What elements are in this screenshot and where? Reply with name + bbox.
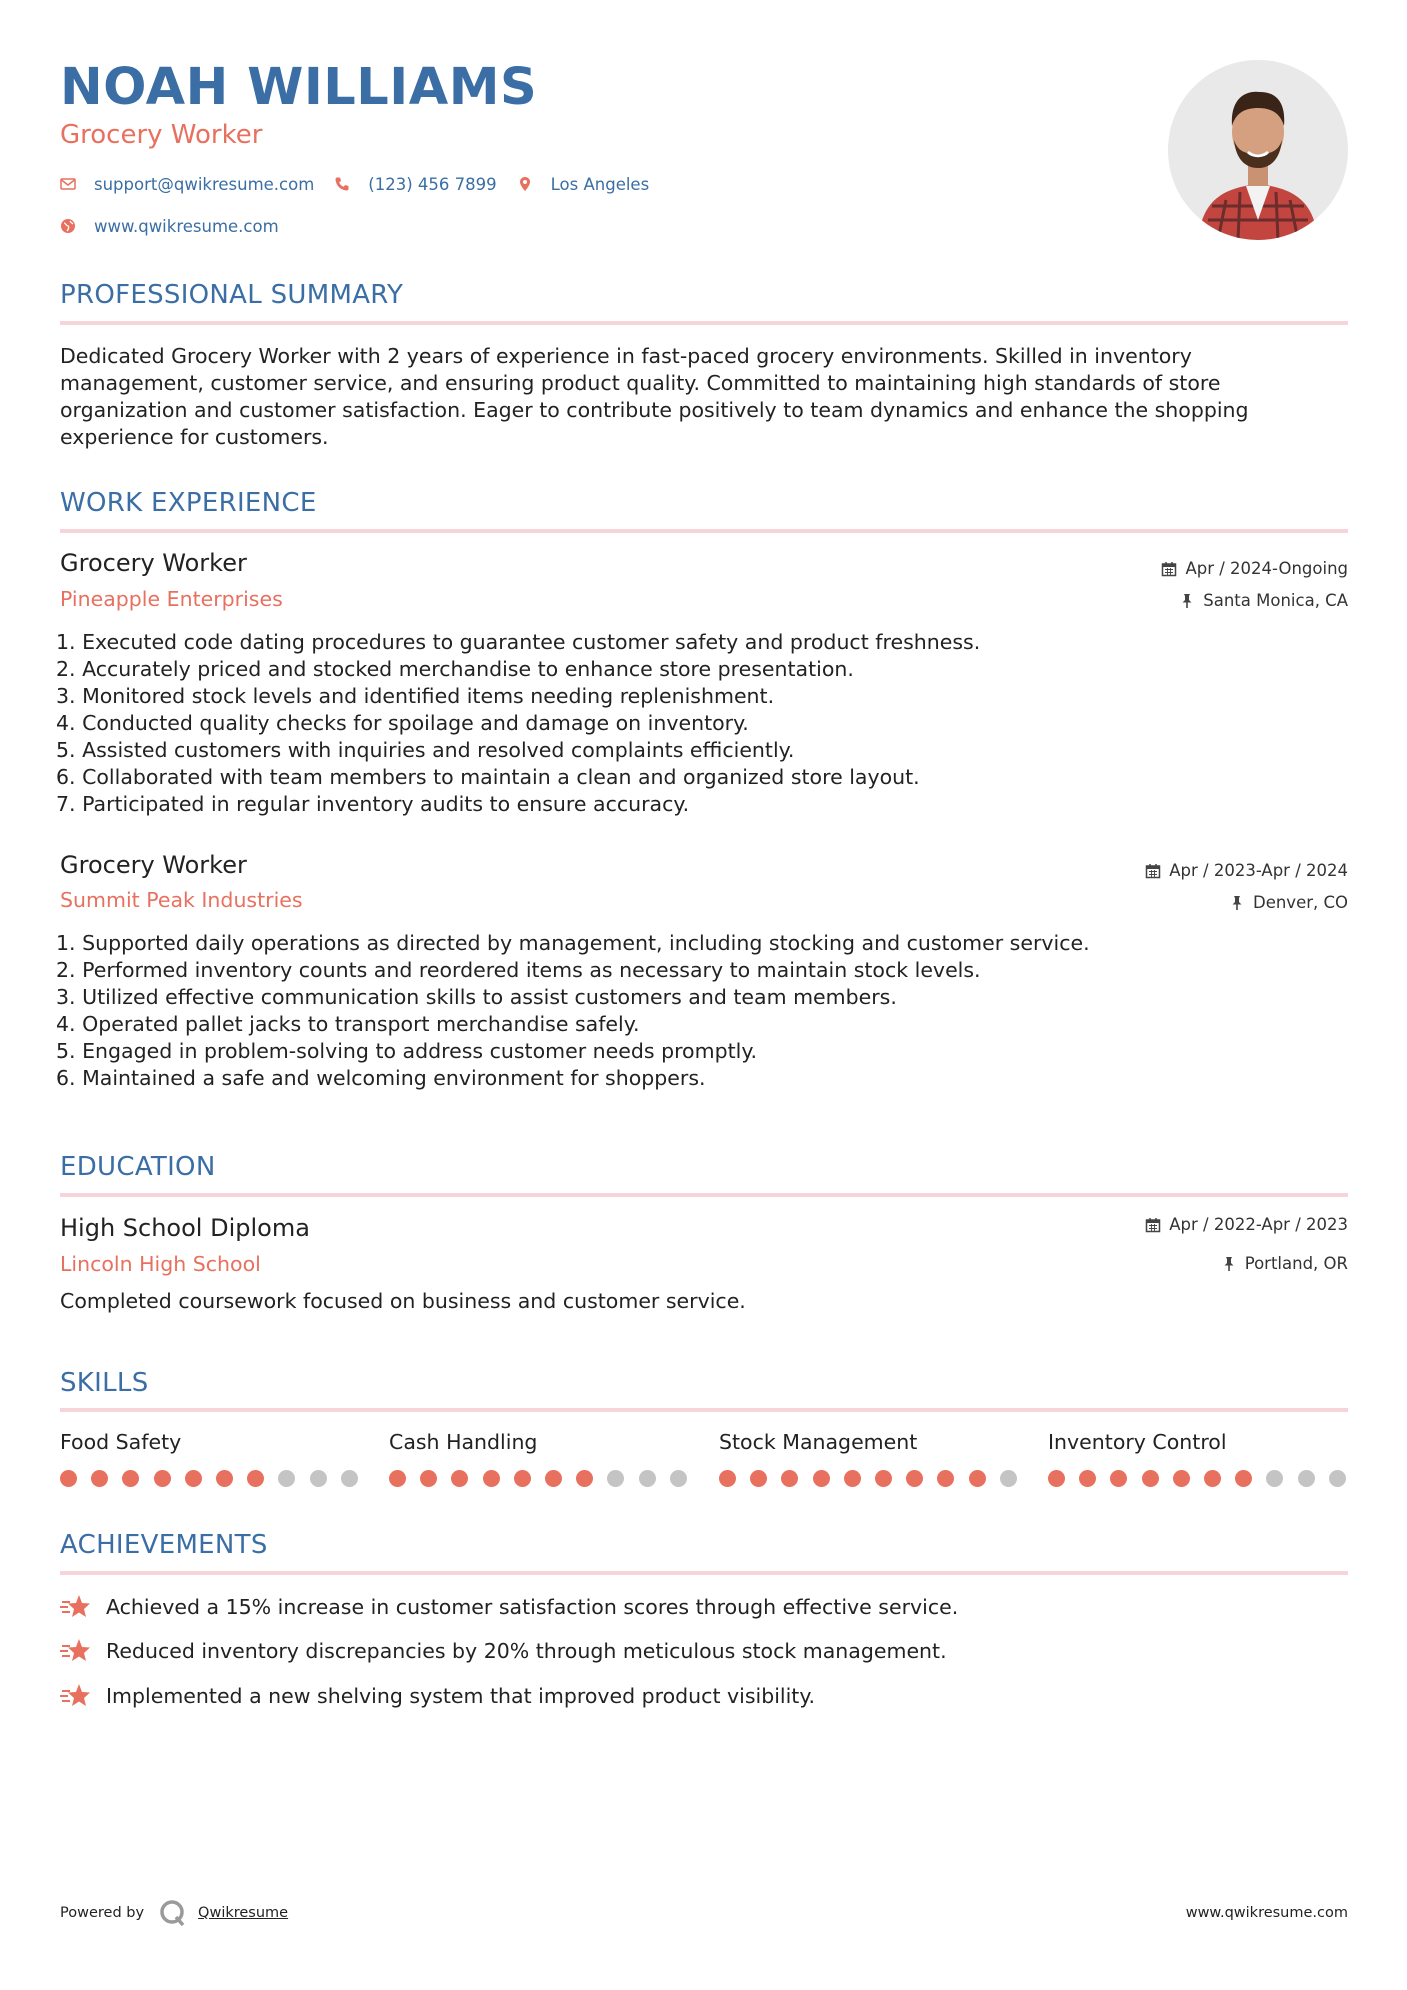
- calendar-icon: [1145, 863, 1161, 879]
- skill-name: Food Safety: [60, 1430, 182, 1454]
- calendar-icon: [1161, 561, 1177, 577]
- skill-dot-empty: [1329, 1470, 1346, 1487]
- candidate-name: NOAH WILLIAMS: [60, 58, 538, 117]
- skill-dot-filled: [1235, 1470, 1252, 1487]
- globe-icon: [60, 218, 76, 234]
- achievement-item: [60, 1682, 815, 1710]
- skill-rating: [1048, 1470, 1348, 1488]
- degree-title: High School Diploma: [60, 1214, 310, 1242]
- skill-dot-filled: [719, 1470, 736, 1487]
- skill-dot-filled: [1048, 1470, 1065, 1487]
- skill-dot-filled: [154, 1470, 171, 1487]
- education-dates: [1145, 1215, 1348, 1234]
- job-location-text: Denver, CO: [1252, 893, 1348, 912]
- skill-dot-filled: [122, 1470, 139, 1487]
- summary-line: management, customer service, and ensuring product quality. Committed to maintaining high standards of store: [60, 371, 1221, 395]
- summary-line: organization and customer satisfaction. Eager to contribute positively to team dynamics and enhance the shopping: [60, 398, 1249, 422]
- job-bullets: [56, 629, 980, 818]
- list-item: 1. Supported daily operations as directed by management, including stocking and customer service.: [56, 931, 1090, 955]
- skills-heading: SKILLS: [60, 1368, 149, 1398]
- achievements-divider: [60, 1571, 1348, 1575]
- education-location: [1221, 1254, 1348, 1273]
- skill-rating: [389, 1470, 689, 1488]
- job-location: [1229, 893, 1348, 912]
- achievement-text: Achieved a 15% increase in customer satisfaction scores through effective service.: [106, 1595, 959, 1619]
- achievement-text: Implemented a new shelving system that improved product visibility.: [106, 1684, 816, 1708]
- contact-row: [60, 172, 669, 196]
- avatar: [1168, 60, 1348, 240]
- skill-dot-empty: [670, 1470, 687, 1487]
- list-item: 2. Performed inventory counts and reordered items as necessary to maintain stock levels.: [56, 958, 981, 982]
- list-item: 2. Accurately priced and stocked merchandise to enhance store presentation.: [56, 657, 854, 681]
- skill-dot-empty: [341, 1470, 358, 1487]
- location-text: Los Angeles: [550, 174, 650, 194]
- job-dates-text: Apr / 2024-Ongoing: [1185, 559, 1348, 578]
- candidate-title: Grocery Worker: [60, 120, 263, 150]
- list-item: 3. Monitored stock levels and identified items needing replenishment.: [56, 684, 775, 708]
- job-role: Grocery Worker: [60, 549, 247, 577]
- job-company: Summit Peak Industries: [60, 888, 303, 912]
- skill-dot-filled: [576, 1470, 593, 1487]
- skill-dot-filled: [216, 1470, 233, 1487]
- skill-dot-filled: [185, 1470, 202, 1487]
- job-dates: [1145, 861, 1348, 880]
- skill-dot-filled: [389, 1470, 406, 1487]
- job-role: Grocery Worker: [60, 851, 247, 879]
- summary-line: Dedicated Grocery Worker with 2 years of experience in fast-paced grocery environments. Skilled in inventory: [60, 344, 1192, 368]
- summary-divider: [60, 321, 1348, 325]
- skill-dot-filled: [875, 1470, 892, 1487]
- skill-name: Inventory Control: [1048, 1430, 1227, 1454]
- summary-line: experience for customers.: [60, 425, 329, 449]
- skill-dot-filled: [750, 1470, 767, 1487]
- skill-dot-filled: [60, 1470, 77, 1487]
- skill-item: [719, 1430, 1019, 1458]
- star-award-icon: [60, 1682, 92, 1710]
- summary-heading: PROFESSIONAL SUMMARY: [60, 280, 404, 310]
- achievement-text: Reduced inventory discrepancies by 20% through meticulous stock management.: [106, 1639, 947, 1663]
- job-dates: [1161, 559, 1348, 578]
- skill-dot-filled: [514, 1470, 531, 1487]
- skill-dot-empty: [639, 1470, 656, 1487]
- list-item: 4. Operated pallet jacks to transport merchandise safely.: [56, 1012, 640, 1036]
- email-icon: [60, 176, 76, 192]
- job-bullets: [56, 930, 1090, 1092]
- skill-dot-filled: [1110, 1470, 1127, 1487]
- skill-rating: [719, 1470, 1019, 1488]
- achievements-heading: ACHIEVEMENTS: [60, 1530, 268, 1560]
- school-name: Lincoln High School: [60, 1252, 261, 1276]
- list-item: 7. Participated in regular inventory audits to ensure accuracy.: [56, 792, 690, 816]
- skill-dot-filled: [937, 1470, 954, 1487]
- job-location: [1179, 591, 1348, 610]
- education-description: Completed coursework focused on business and customer service.: [60, 1289, 746, 1313]
- skill-dot-filled: [483, 1470, 500, 1487]
- skill-dot-filled: [781, 1470, 798, 1487]
- education-divider: [60, 1193, 1348, 1197]
- education-location-text: Portland, OR: [1244, 1254, 1348, 1273]
- footer-website[interactable]: www.qwikresume.com: [1185, 1905, 1348, 1921]
- list-item: 6. Maintained a safe and welcoming environment for shoppers.: [56, 1066, 706, 1090]
- location-pin-icon: [517, 176, 533, 192]
- website-row: [60, 214, 299, 238]
- skill-dot-filled: [969, 1470, 986, 1487]
- education-heading: EDUCATION: [60, 1152, 216, 1182]
- skill-dot-filled: [844, 1470, 861, 1487]
- calendar-icon: [1145, 1217, 1161, 1233]
- skill-dot-filled: [451, 1470, 468, 1487]
- skill-dot-filled: [1173, 1470, 1190, 1487]
- experience-heading: WORK EXPERIENCE: [60, 488, 317, 518]
- profile-photo: [1168, 60, 1348, 240]
- skills-divider: [60, 1408, 1348, 1412]
- phone-number[interactable]: (123) 456 7899: [368, 174, 497, 194]
- list-item: 5. Engaged in problem-solving to address customer needs promptly.: [56, 1039, 758, 1063]
- experience-divider: [60, 529, 1348, 533]
- qwikresume-logo-icon: [158, 1898, 188, 1928]
- skill-item: [1048, 1430, 1348, 1458]
- skill-dot-filled: [420, 1470, 437, 1487]
- skill-dot-empty: [1298, 1470, 1315, 1487]
- list-item: 1. Executed code dating procedures to guarantee customer safety and product freshness.: [56, 630, 981, 654]
- achievement-item: [60, 1637, 947, 1665]
- summary-text: [60, 343, 1330, 451]
- skill-name: Cash Handling: [389, 1430, 538, 1454]
- skill-dot-filled: [1204, 1470, 1221, 1487]
- list-item: 3. Utilized effective communication skills to assist customers and team members.: [56, 985, 897, 1009]
- skill-item: [60, 1430, 360, 1458]
- skill-dot-filled: [1079, 1470, 1096, 1487]
- skill-rating: [60, 1470, 360, 1488]
- skill-dot-filled: [247, 1470, 264, 1487]
- skill-dot-filled: [1142, 1470, 1159, 1487]
- list-item: 4. Conducted quality checks for spoilage and damage on inventory.: [56, 711, 749, 735]
- skill-dot-empty: [1000, 1470, 1017, 1487]
- skill-name: Stock Management: [719, 1430, 918, 1454]
- skill-item: [389, 1430, 689, 1458]
- job-dates-text: Apr / 2023-Apr / 2024: [1169, 861, 1348, 880]
- email-link[interactable]: support@qwikresume.com: [94, 174, 315, 194]
- skill-dot-empty: [1266, 1470, 1283, 1487]
- skill-dot-empty: [607, 1470, 624, 1487]
- achievement-item: [60, 1593, 958, 1621]
- website-link[interactable]: www.qwikresume.com: [94, 216, 279, 236]
- skill-dot-filled: [906, 1470, 923, 1487]
- list-item: 6. Collaborated with team members to maintain a clean and organized store layout.: [56, 765, 920, 789]
- powered-by-label: Powered by: [60, 1905, 145, 1921]
- job-location-text: Santa Monica, CA: [1203, 591, 1348, 610]
- footer-powered-by: [60, 1898, 288, 1928]
- pushpin-icon: [1229, 895, 1245, 911]
- phone-icon: [334, 176, 350, 192]
- pushpin-icon: [1221, 1256, 1237, 1272]
- skill-dot-filled: [813, 1470, 830, 1487]
- skill-dot-filled: [545, 1470, 562, 1487]
- education-dates-text: Apr / 2022-Apr / 2023: [1169, 1215, 1348, 1234]
- pushpin-icon: [1179, 593, 1195, 609]
- skill-dot-empty: [278, 1470, 295, 1487]
- star-award-icon: [60, 1637, 92, 1665]
- job-company: Pineapple Enterprises: [60, 587, 283, 611]
- list-item: 5. Assisted customers with inquiries and resolved complaints efficiently.: [56, 738, 795, 762]
- skill-dot-empty: [310, 1470, 327, 1487]
- star-award-icon: [60, 1593, 92, 1621]
- qwikresume-link[interactable]: Qwikresume: [198, 1905, 289, 1921]
- skill-dot-filled: [91, 1470, 108, 1487]
